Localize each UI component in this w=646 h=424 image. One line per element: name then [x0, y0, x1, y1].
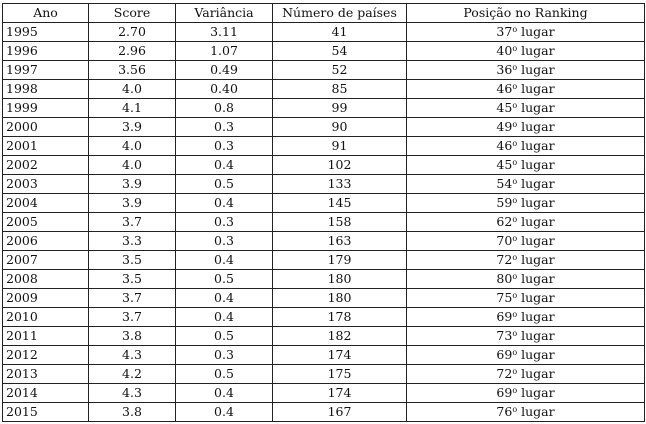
cell-ano: 2005: [3, 213, 89, 232]
table-body: [3, 23, 645, 422]
cell-posicao-no-ranking: [407, 346, 645, 365]
cell-ano: 1997: [3, 61, 89, 80]
cell-score: 2.70: [89, 23, 176, 42]
rank-lugar-label: lugar: [517, 404, 555, 419]
table-row: [3, 80, 645, 99]
cell-numero-de-paises: 145: [273, 194, 407, 213]
cell-numero-de-paises: 180: [273, 270, 407, 289]
rank-lugar-label: lugar: [517, 366, 555, 381]
table-row: [3, 251, 645, 270]
table-row: [3, 156, 645, 175]
cell-ano: 2015: [3, 403, 89, 422]
rank-lugar-label: lugar: [517, 214, 555, 229]
cell-ano: 2013: [3, 365, 89, 384]
cell-ano: 2002: [3, 156, 89, 175]
rank-number: 75: [496, 290, 513, 305]
rank-lugar-label: lugar: [517, 24, 555, 39]
rank-number: 73: [496, 328, 513, 343]
cell-ano: 2003: [3, 175, 89, 194]
cell-posicao-no-ranking: [407, 327, 645, 346]
rank-number: 54: [496, 176, 513, 191]
cell-posicao-no-ranking: [407, 251, 645, 270]
cell-variancia: 1.07: [176, 42, 273, 61]
cell-variancia: 0.3: [176, 137, 273, 156]
rank-ordinal-indicator: o: [512, 63, 518, 72]
rank-ordinal-indicator: o: [512, 367, 518, 376]
cell-numero-de-paises: 163: [273, 232, 407, 251]
rank-number: 72: [496, 366, 513, 381]
rank-ordinal-indicator: o: [512, 329, 518, 338]
cell-variancia: 0.3: [176, 118, 273, 137]
rank-lugar-label: lugar: [517, 138, 555, 153]
cell-variancia: 0.3: [176, 346, 273, 365]
table-row: [3, 289, 645, 308]
cell-score: 3.7: [89, 213, 176, 232]
table-row: [3, 384, 645, 403]
cell-variancia: 0.3: [176, 232, 273, 251]
cell-numero-de-paises: 178: [273, 308, 407, 327]
rank-ordinal-indicator: o: [512, 25, 518, 34]
cell-score: 3.9: [89, 118, 176, 137]
cell-posicao-no-ranking: [407, 308, 645, 327]
cell-numero-de-paises: 52: [273, 61, 407, 80]
rank-ordinal-indicator: o: [512, 158, 518, 167]
cell-ano: 1995: [3, 23, 89, 42]
rank-ordinal-indicator: o: [512, 177, 518, 186]
cell-variancia: 0.5: [176, 327, 273, 346]
table-header: [3, 4, 645, 23]
cell-numero-de-paises: 41: [273, 23, 407, 42]
cell-posicao-no-ranking: [407, 365, 645, 384]
cell-posicao-no-ranking: [407, 61, 645, 80]
cell-score: 3.8: [89, 403, 176, 422]
rank-number: 70: [496, 233, 513, 248]
cell-variancia: 0.3: [176, 213, 273, 232]
table-row: [3, 137, 645, 156]
rank-lugar-label: lugar: [517, 328, 555, 343]
cell-score: 3.3: [89, 232, 176, 251]
header-ano: Ano: [3, 4, 89, 23]
cell-ano: 2000: [3, 118, 89, 137]
cell-variancia: 3.11: [176, 23, 273, 42]
cell-ano: 2001: [3, 137, 89, 156]
cell-ano: 2004: [3, 194, 89, 213]
rank-lugar-label: lugar: [517, 290, 555, 305]
cell-numero-de-paises: 167: [273, 403, 407, 422]
rank-number: 59: [496, 195, 513, 210]
rank-number: 69: [496, 385, 513, 400]
cell-score: 3.9: [89, 194, 176, 213]
cell-posicao-no-ranking: [407, 156, 645, 175]
cell-variancia: 0.5: [176, 270, 273, 289]
cell-variancia: 0.5: [176, 175, 273, 194]
rank-number: 37: [496, 24, 513, 39]
cell-numero-de-paises: 180: [273, 289, 407, 308]
cell-posicao-no-ranking: [407, 99, 645, 118]
cell-ano: 2006: [3, 232, 89, 251]
rank-lugar-label: lugar: [517, 43, 555, 58]
table-row: [3, 365, 645, 384]
cell-variancia: 0.4: [176, 308, 273, 327]
rank-lugar-label: lugar: [517, 347, 555, 362]
table-row: [3, 346, 645, 365]
rank-number: 40: [496, 43, 513, 58]
cell-score: 4.0: [89, 156, 176, 175]
table-row: [3, 42, 645, 61]
table-row: [3, 232, 645, 251]
rank-lugar-label: lugar: [517, 157, 555, 172]
cell-ano: 2008: [3, 270, 89, 289]
rank-ordinal-indicator: o: [512, 44, 518, 53]
rank-ordinal-indicator: o: [512, 120, 518, 129]
rank-ordinal-indicator: o: [512, 234, 518, 243]
table-row: [3, 213, 645, 232]
cell-score: 4.0: [89, 80, 176, 99]
cell-score: 3.5: [89, 270, 176, 289]
cell-numero-de-paises: 133: [273, 175, 407, 194]
rank-number: 45: [496, 157, 513, 172]
cell-posicao-no-ranking: [407, 289, 645, 308]
cell-numero-de-paises: 174: [273, 384, 407, 403]
cell-variancia: 0.4: [176, 251, 273, 270]
cell-ano: 1998: [3, 80, 89, 99]
cell-numero-de-paises: 179: [273, 251, 407, 270]
ranking-table: [2, 3, 645, 422]
cell-ano: 2009: [3, 289, 89, 308]
cell-numero-de-paises: 175: [273, 365, 407, 384]
rank-number: 49: [496, 119, 513, 134]
rank-ordinal-indicator: o: [512, 405, 518, 414]
rank-ordinal-indicator: o: [512, 253, 518, 262]
rank-lugar-label: lugar: [517, 195, 555, 210]
rank-number: 72: [496, 252, 513, 267]
cell-score: 4.3: [89, 346, 176, 365]
cell-variancia: 0.40: [176, 80, 273, 99]
cell-numero-de-paises: 99: [273, 99, 407, 118]
cell-score: 3.7: [89, 289, 176, 308]
table-row: [3, 327, 645, 346]
cell-variancia: 0.4: [176, 403, 273, 422]
rank-number: 45: [496, 100, 513, 115]
cell-numero-de-paises: 158: [273, 213, 407, 232]
rank-number: 69: [496, 347, 513, 362]
cell-posicao-no-ranking: [407, 213, 645, 232]
rank-ordinal-indicator: o: [512, 215, 518, 224]
rank-lugar-label: lugar: [517, 100, 555, 115]
cell-score: 4.3: [89, 384, 176, 403]
cell-score: 3.56: [89, 61, 176, 80]
table-row: [3, 403, 645, 422]
cell-variancia: 0.8: [176, 99, 273, 118]
cell-numero-de-paises: 91: [273, 137, 407, 156]
rank-number: 46: [496, 81, 513, 96]
rank-number: 80: [496, 271, 513, 286]
rank-number: 69: [496, 309, 513, 324]
cell-score: 4.0: [89, 137, 176, 156]
table-row: [3, 194, 645, 213]
table-row: [3, 270, 645, 289]
cell-ano: 2012: [3, 346, 89, 365]
header-variancia: Variância: [176, 4, 273, 23]
header-score: Score: [89, 4, 176, 23]
rank-lugar-label: lugar: [517, 385, 555, 400]
cell-variancia: 0.49: [176, 61, 273, 80]
table-row: [3, 99, 645, 118]
header-row: [3, 4, 645, 23]
cell-posicao-no-ranking: [407, 232, 645, 251]
cell-numero-de-paises: 90: [273, 118, 407, 137]
cell-posicao-no-ranking: [407, 42, 645, 61]
cell-posicao-no-ranking: [407, 270, 645, 289]
cell-score: 3.5: [89, 251, 176, 270]
rank-lugar-label: lugar: [517, 81, 555, 96]
table-row: [3, 23, 645, 42]
rank-ordinal-indicator: o: [512, 139, 518, 148]
rank-lugar-label: lugar: [517, 233, 555, 248]
rank-ordinal-indicator: o: [512, 348, 518, 357]
cell-posicao-no-ranking: [407, 194, 645, 213]
header-numero-de-paises: Número de países: [273, 4, 407, 23]
cell-posicao-no-ranking: [407, 384, 645, 403]
cell-score: 4.2: [89, 365, 176, 384]
cell-posicao-no-ranking: [407, 23, 645, 42]
cell-posicao-no-ranking: [407, 403, 645, 422]
rank-lugar-label: lugar: [517, 62, 555, 77]
rank-lugar-label: lugar: [517, 176, 555, 191]
cell-ano: 2007: [3, 251, 89, 270]
rank-lugar-label: lugar: [517, 252, 555, 267]
table-row: [3, 61, 645, 80]
rank-number: 76: [496, 404, 513, 419]
rank-number: 46: [496, 138, 513, 153]
cell-numero-de-paises: 54: [273, 42, 407, 61]
table-row: [3, 175, 645, 194]
ranking-table-container: [2, 3, 645, 422]
cell-score: 4.1: [89, 99, 176, 118]
cell-variancia: 0.4: [176, 194, 273, 213]
rank-ordinal-indicator: o: [512, 101, 518, 110]
cell-posicao-no-ranking: [407, 137, 645, 156]
rank-ordinal-indicator: o: [512, 310, 518, 319]
cell-ano: 2011: [3, 327, 89, 346]
cell-ano: 1996: [3, 42, 89, 61]
table-row: [3, 308, 645, 327]
rank-ordinal-indicator: o: [512, 82, 518, 91]
cell-posicao-no-ranking: [407, 175, 645, 194]
rank-lugar-label: lugar: [517, 119, 555, 134]
cell-ano: 2014: [3, 384, 89, 403]
header-posicao-no-ranking: Posição no Ranking: [407, 4, 645, 23]
rank-ordinal-indicator: o: [512, 196, 518, 205]
cell-numero-de-paises: 174: [273, 346, 407, 365]
rank-number: 62: [496, 214, 513, 229]
cell-posicao-no-ranking: [407, 80, 645, 99]
rank-lugar-label: lugar: [517, 309, 555, 324]
rank-ordinal-indicator: o: [512, 386, 518, 395]
cell-variancia: 0.4: [176, 384, 273, 403]
rank-number: 36: [496, 62, 513, 77]
rank-ordinal-indicator: o: [512, 272, 518, 281]
cell-score: 3.9: [89, 175, 176, 194]
cell-numero-de-paises: 182: [273, 327, 407, 346]
cell-variancia: 0.5: [176, 365, 273, 384]
cell-score: 3.7: [89, 308, 176, 327]
rank-lugar-label: lugar: [517, 271, 555, 286]
cell-score: 3.8: [89, 327, 176, 346]
cell-variancia: 0.4: [176, 289, 273, 308]
rank-ordinal-indicator: o: [512, 291, 518, 300]
cell-ano: 2010: [3, 308, 89, 327]
table-row: [3, 118, 645, 137]
cell-numero-de-paises: 85: [273, 80, 407, 99]
cell-numero-de-paises: 102: [273, 156, 407, 175]
cell-variancia: 0.4: [176, 156, 273, 175]
cell-score: 2.96: [89, 42, 176, 61]
cell-posicao-no-ranking: [407, 118, 645, 137]
cell-ano: 1999: [3, 99, 89, 118]
